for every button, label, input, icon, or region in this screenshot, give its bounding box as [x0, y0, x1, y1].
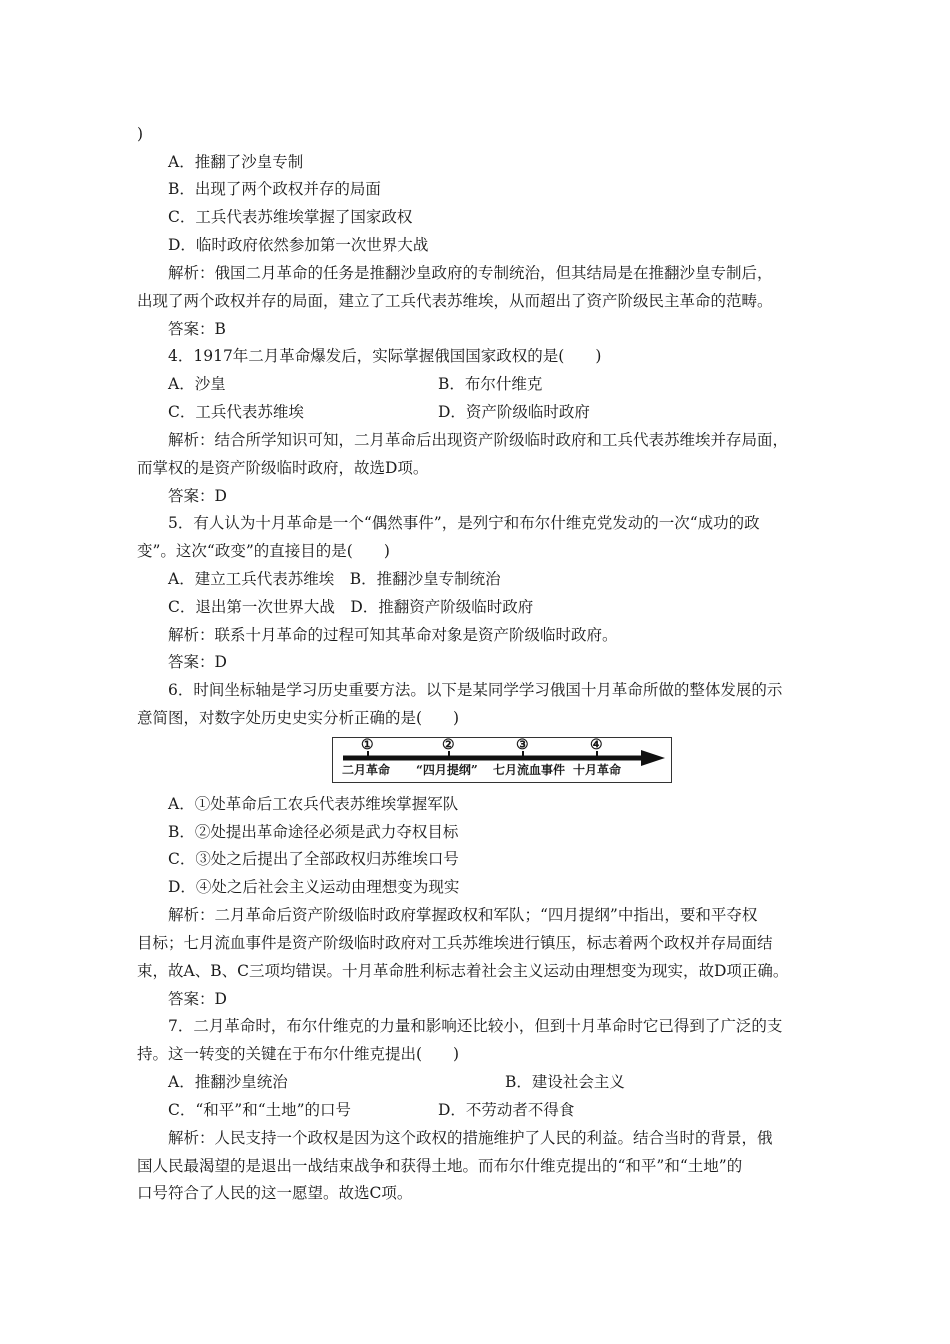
- question-5: 5．有人认为十月革命是一个“偶然事件”，是列宁和布尔什维克党发动的一次“成功的政: [168, 514, 760, 532]
- option-c: C．“和平”和“土地”的口号: [168, 1101, 352, 1119]
- option-d: D．资产阶级临时政府: [438, 403, 590, 421]
- text-line: ): [137, 125, 144, 143]
- timeline-marker-4: ④: [590, 737, 603, 753]
- timeline-marker-1: ①: [361, 737, 374, 753]
- explanation: 出现了两个政权并存的局面，建立了工兵代表苏维埃，从而超出了资产阶级民主革命的范畴。: [137, 292, 773, 310]
- answer: 答案：D: [168, 487, 227, 505]
- option-b: B．建设社会主义: [505, 1073, 625, 1091]
- explanation: 口号符合了人民的这一愿望。故选C项。: [137, 1184, 413, 1202]
- explanation: 束，故A、B、C三项均错误。十月革命胜利标志着社会主义运动由理想变为现实，故D项正确。: [137, 962, 789, 980]
- option-b: B．②处提出革命途径必须是武力夺权目标: [168, 823, 459, 841]
- explanation: 解析：结合所学知识可知，二月革命后出现资产阶级临时政府和工兵代表苏维埃并存局面，: [168, 431, 789, 449]
- option-a: A．①处革命后工农兵代表苏维埃掌握军队: [168, 795, 459, 813]
- timeline-label-2: “四月提纲”: [416, 763, 478, 777]
- timeline-marker-2: ②: [442, 737, 455, 753]
- timeline-diagram: [332, 737, 672, 783]
- question-6: 意简图，对数字处历史史实分析正确的是( ): [137, 709, 460, 727]
- explanation: 解析：俄国二月革命的任务是推翻沙皇政府的专制统治，但其结局是在推翻沙皇专制后，: [168, 264, 773, 282]
- explanation: 解析：人民支持一个政权是因为这个政权的措施维护了人民的利益。结合当时的背景，俄: [168, 1129, 773, 1147]
- timeline-label-3: 七月流血事件: [493, 763, 566, 777]
- question-7: 7．二月革命时，布尔什维克的力量和影响还比较小，但到十月革命时它已得到了广泛的支: [168, 1017, 783, 1035]
- question-5: 变”。这次“政变”的直接目的是( ): [137, 542, 390, 560]
- option-c: C．工兵代表苏维埃掌握了国家政权: [168, 208, 413, 226]
- option-c: C．③处之后提出了全部政权归苏维埃口号: [168, 850, 459, 868]
- timeline-label-1: 二月革命: [342, 763, 391, 777]
- option-a: A．推翻沙皇统治: [168, 1073, 288, 1091]
- option-b: B．出现了两个政权并存的局面: [168, 180, 381, 198]
- option-c: C．工兵代表苏维埃: [168, 403, 304, 421]
- explanation: 解析：二月革命后资产阶级临时政府掌握政权和军队；“四月提纲”中指出，要和平夺权: [168, 906, 758, 924]
- option-a: A．沙皇: [168, 375, 226, 393]
- answer: 答案：D: [168, 990, 227, 1008]
- timeline-marker-3: ③: [516, 737, 529, 753]
- options-cd: C．退出第一次世界大战 D．推翻资产阶级临时政府: [168, 598, 534, 616]
- explanation: 目标；七月流血事件是资产阶级临时政府对工兵苏维埃进行镇压，标志着两个政权并存局面结: [137, 934, 773, 952]
- option-a: A．推翻了沙皇专制: [168, 153, 304, 171]
- question-7: 持。这一转变的关键在于布尔什维克提出( ): [137, 1045, 460, 1063]
- options-ab: A．建立工兵代表苏维埃 B．推翻沙皇专制统治: [168, 570, 501, 588]
- timeline-label-4: 十月革命: [573, 763, 622, 777]
- option-b: B．布尔什维克: [438, 375, 543, 393]
- explanation: 国人民最渴望的是退出一战结束战争和获得土地。而布尔什维克提出的“和平”和“土地”的: [137, 1157, 743, 1175]
- explanation: 解析：联系十月革命的过程可知其革命对象是资产阶级临时政府。: [168, 626, 618, 644]
- answer: 答案：D: [168, 653, 227, 671]
- question-4: 4．1917年二月革命爆发后，实际掌握俄国国家政权的是( ): [168, 347, 602, 365]
- explanation: 而掌权的是资产阶级临时政府，故选D项。: [137, 459, 429, 477]
- answer: 答案：B: [168, 320, 226, 338]
- question-6: 6．时间坐标轴是学习历史重要方法。以下是某同学学习俄国十月革命所做的整体发展的示: [168, 681, 783, 699]
- option-d: D．不劳动者不得食: [438, 1101, 575, 1119]
- option-d: D．临时政府依然参加第一次世界大战: [168, 236, 429, 254]
- option-d: D．④处之后社会主义运动由理想变为现实: [168, 878, 460, 896]
